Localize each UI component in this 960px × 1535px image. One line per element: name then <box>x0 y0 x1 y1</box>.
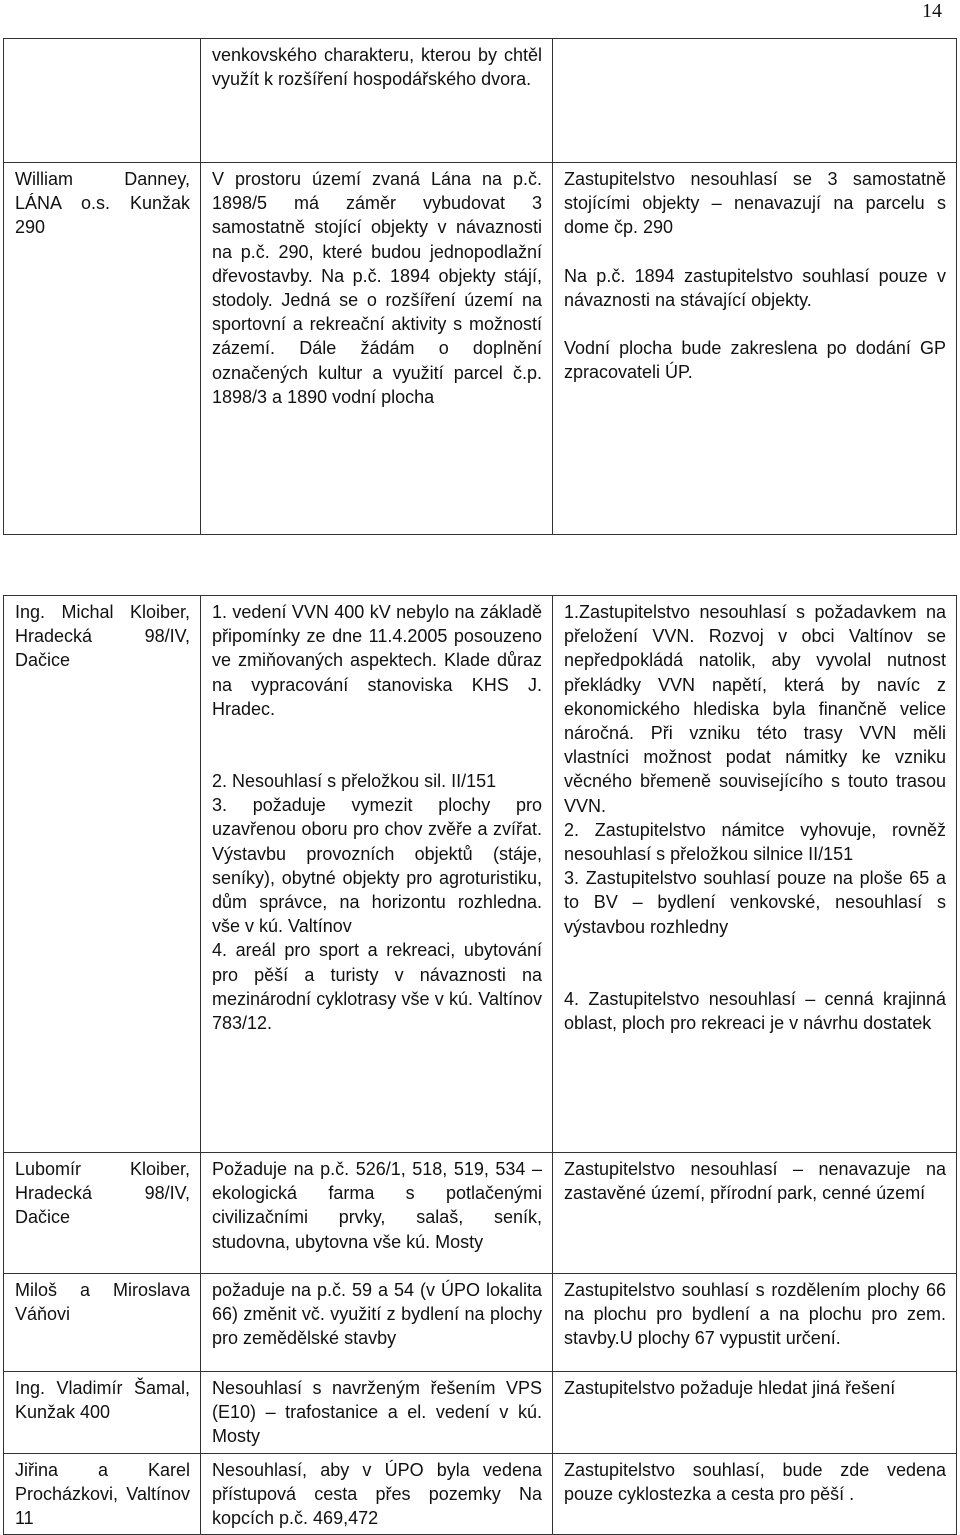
comments-table-bottom <box>3 595 957 1535</box>
response-text: Zastupitelstvo souhlasí s rozdělením plochy 66 na plochu pro bydlení a na plochu pro zem. stavby.U plochy 67 vypustit určení. <box>564 1280 946 1349</box>
table-row <box>4 163 957 535</box>
response-text: Zastupitelstvo souhlasí, bude zde vedena pouze cyklostezka a cesta pro pěší . <box>564 1459 946 1504</box>
submitter-cell <box>4 39 201 163</box>
response-text: Na p.č. 1894 zastupitelstvo souhlasí pouze v návaznosti na stávající objekty. <box>564 265 946 310</box>
table-row <box>4 1153 957 1274</box>
submitter-cell: William Danney, LÁNA o.s. Kunžak 290 <box>4 163 201 535</box>
response-cell <box>553 1453 957 1535</box>
request-cell <box>201 163 553 535</box>
request-text: V prostoru území zvaná Lána na p.č. 1898/5 má záměr vybudovat 3 samostatně stojící objekty v návaznosti na p.č. 290, které budou jednopodlažní dřevostavby. Na p.č. 1894 objekty stájí, stodoly. Jedná se o rozšíření území na sportovní a rekreační aktivity s možností zázemí. Dále žádám o doplnění označených kultur a využití parcel č.p. 1898/3 a 1890 vodní plocha <box>212 169 542 407</box>
submitter-cell: Ing. Vladimír Šamal, Kunžak 400 <box>4 1372 201 1454</box>
response-cell <box>553 1372 957 1454</box>
response-text: 4. Zastupitelstvo nesouhlasí – cenná krajinná oblast, ploch pro rekreaci je v návrhu dostatek <box>564 988 946 1034</box>
request-cell <box>201 596 553 1153</box>
table-row <box>4 1453 957 1535</box>
response-text: Zastupitelstvo nesouhlasí se 3 samostatně stojícími objekty – nenavazují na parcelu s dome čp. 290 <box>564 169 946 238</box>
request-text: Požaduje na p.č. 526/1, 518, 519, 534 – ekologická farma s potlačenými civilizačními prvky, salaš, seník, studovna, ubytovna vše kú. Mosty <box>212 1159 542 1252</box>
request-text: Nesouhlasí s navrženým řešením VPS (E10) – trafostanice a el. vedení v kú. Mosty <box>212 1378 542 1447</box>
response-text: 3. Zastupitelstvo souhlasí pouze na ploše 65 a to BV – bydlení venkovské, nesouhlasí s výstavbou rozhledny <box>564 868 946 937</box>
table-row <box>4 1372 957 1454</box>
request-text: 1. vedení VVN 400 kV nebylo na základě připomínky ze dne 11.4.2005 posouzeno ve zmiňovaných aspektech. Klade důraz na vypracování stanoviska KHS J. Hradec. <box>212 602 542 719</box>
request-cell <box>201 1274 553 1372</box>
table-row <box>4 39 957 163</box>
submitter-cell: Ing. Michal Kloiber, Hradecká 98/IV, Dačice <box>4 596 201 1153</box>
comments-table-top <box>3 38 957 535</box>
response-cell <box>553 596 957 1153</box>
submitter-cell: Lubomír Kloiber, Hradecká 98/IV, Dačice <box>4 1153 201 1274</box>
response-cell <box>553 1153 957 1274</box>
request-cell <box>201 1153 553 1274</box>
submitter-cell: Miloš a Miroslava Váňovi <box>4 1274 201 1372</box>
response-text: 2. Zastupitelstvo námitce vyhovuje, rovněž nesouhlasí s přeložkou silnice II/151 <box>564 819 946 865</box>
response-cell <box>553 163 957 535</box>
request-text: požaduje na p.č. 59 a 54 (v ÚPO lokalita 66) změnit vč. využití z bydlení na plochy pro zemědělské stavby <box>212 1280 542 1349</box>
request-text: 4. areál pro sport a rekreaci, ubytování pro pěší a turisty v návaznosti na mezinárodní cyklotrasy vše v kú. Valtínov 783/12. <box>212 940 542 1034</box>
response-text: Vodní plocha bude zakreslena po dodání GP zpracovateli ÚP. <box>564 338 946 383</box>
request-cell <box>201 39 553 163</box>
request-text: venkovského charakteru, kterou by chtěl využít k rozšíření hospodářského dvora. <box>212 45 542 90</box>
response-text: Zastupitelstvo nesouhlasí – nenavazuje na zastavěné území, přírodní park, cenné území <box>564 1159 946 1204</box>
page-number: 14 <box>922 0 942 22</box>
response-text: 1.Zastupitelstvo nesouhlasí s požadavkem na přeložení VVN. Rozvoj v obci Valtínov se nepředpokládá natolik, aby vyvolal nutnost překládky VVN napětí, která by navíc z ekonomického hlediska byla finančně velice náročná. Při vzniku této trasy VVN měli vlastníci možnost podat námitky ke vzniku věcného břemeně souvisejícího s touto trasou VVN. <box>564 602 946 816</box>
request-text: 2. Nesouhlasí s přeložkou sil. II/151 <box>212 771 497 792</box>
response-text: Zastupitelstvo požaduje hledat jiná řešení <box>564 1378 896 1398</box>
table-row <box>4 596 957 1153</box>
request-cell <box>201 1372 553 1454</box>
response-cell <box>553 1274 957 1372</box>
response-cell <box>553 39 957 163</box>
submitter-cell: Jiřina a Karel Procházkovi, Valtínov 11 <box>4 1453 201 1535</box>
request-cell <box>201 1453 553 1535</box>
request-text: 3. požaduje vymezit plochy pro uzavřenou oboru pro chov zvěře a zvířat. Výstavbu provozních objektů (stáje, seníky), obytné objekty pro agroturistiku, dům správce, na horizontu rozhledna. vše v kú. Valtínov <box>212 795 542 937</box>
request-text: Nesouhlasí, aby v ÚPO byla vedena přístupová cesta přes pozemky Na kopcích p.č. 469,472 <box>212 1459 542 1529</box>
table-row <box>4 1274 957 1372</box>
